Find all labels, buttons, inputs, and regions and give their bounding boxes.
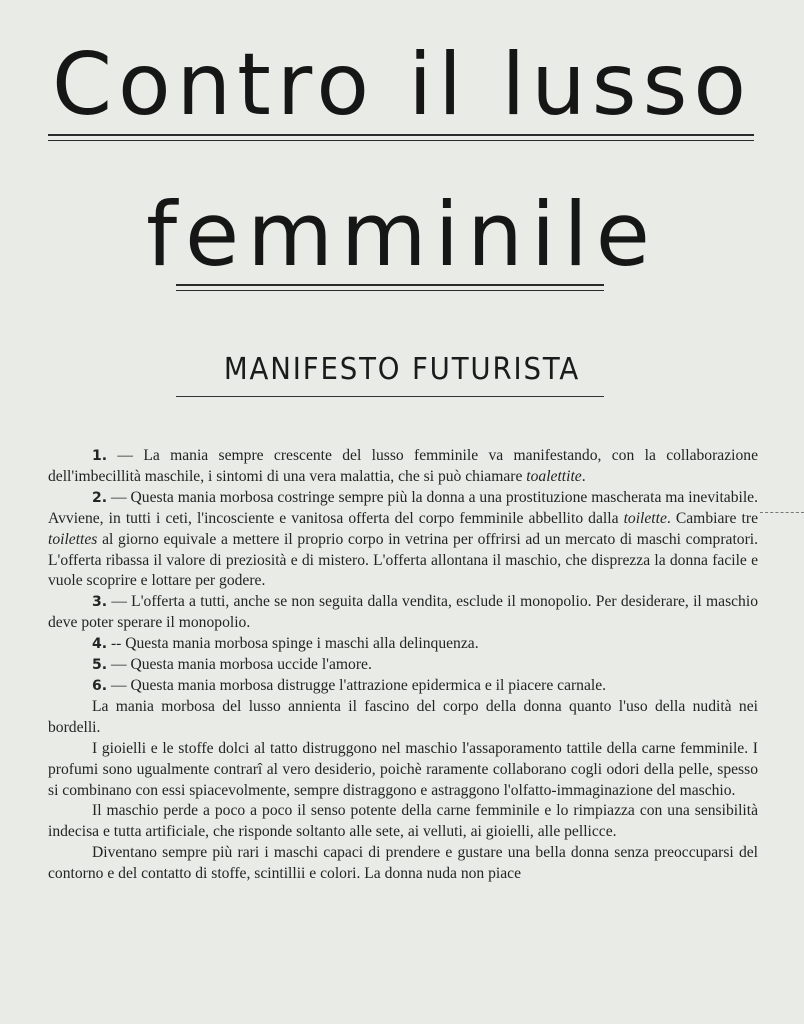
- subtitle-underline: [176, 396, 604, 397]
- title-rule-mid-1: [176, 284, 604, 286]
- manifesto-subtitle: MANIFESTO FUTURISTA: [223, 352, 581, 387]
- paragraph-4: 4. -- Questa mania morbosa spinge i maschi alla delinquenza.: [92, 635, 479, 653]
- title-line-1: Contro il lusso: [51, 35, 753, 135]
- paragraph-6: 6. — Questa mania morbosa distrugge l'attrazione epidermica e il piacere carnale.: [92, 676, 607, 694]
- title-line-2: femminile: [146, 183, 658, 286]
- title-rule-mid-2: [176, 290, 604, 291]
- paragraph-10: Diventano sempre più rari i maschi capaci di prendere e gustare una bella donna senza preoccuparsi del contorno e del contatto di stoffe, scintillii e colori. La donna nuda non piace: [48, 844, 758, 883]
- paragraph-3: 3. — L'offerta a tutti, anche se non seguita dalla vendita, esclude il monopolio. Per desiderare, il maschio deve poter sperare il monopolio.: [48, 593, 758, 632]
- paragraph-7: La mania morbosa del lusso annienta il fascino del corpo della donna quanto l'uso della nudità nei bordelli.: [48, 697, 758, 736]
- title-rule-top-1: [48, 134, 754, 136]
- paragraph-5: 5. — Questa mania morbosa uccide l'amore.: [92, 656, 372, 674]
- paragraph-8: I gioielli e le stoffe dolci al tatto distruggono nel maschio l'assaporamento tattile della carne femminile. I profumi sono ugualmente contrarî al vero desiderio, poichè raramente collaborano cogli odori della pelle, spesso si combinano con essi spiacevolmente, sempre distraggono e astraggono l'olfatto-immaginazione del maschio.: [48, 739, 758, 799]
- paragraph-1: 1. — La mania sempre crescente del lusso femminile va manifestando, con la collaborazione dell'imbecillità maschile, i sintomi di una vera malattia, che si può chiamare toalettite.: [48, 447, 758, 485]
- paragraph-2: 2. — Questa mania morbosa costringe sempre più la donna a una prostituzione mascherata ma inevitabile. Avviene, in tutti i ceti, l'incosciente e vanitosa offerta del corpo femminile abbellito dalla toilette. Cambiare tre toilettes al giorno equivale a mettere il proprio corpo in vetrina per offrirsi ad un mercato di maschi compratori. L'offerta ribassa il valore di preziosità e di mistero. L'offerta allontana il maschio, che disprezza la donna facile e vuole scoprire e lottare per godere.: [48, 488, 759, 590]
- title-rule-top-2: [48, 140, 754, 141]
- margin-mark: [760, 512, 804, 513]
- manifesto-body: [48, 446, 758, 885]
- paragraph-9: Il maschio perde a poco a poco il senso potente della carne femminile e lo rimpiazza con una sensibilità indecisa e tutta artificiale, che risponde soltanto alle sete, ai velluti, ai gioielli, alle pellicce.: [48, 802, 758, 841]
